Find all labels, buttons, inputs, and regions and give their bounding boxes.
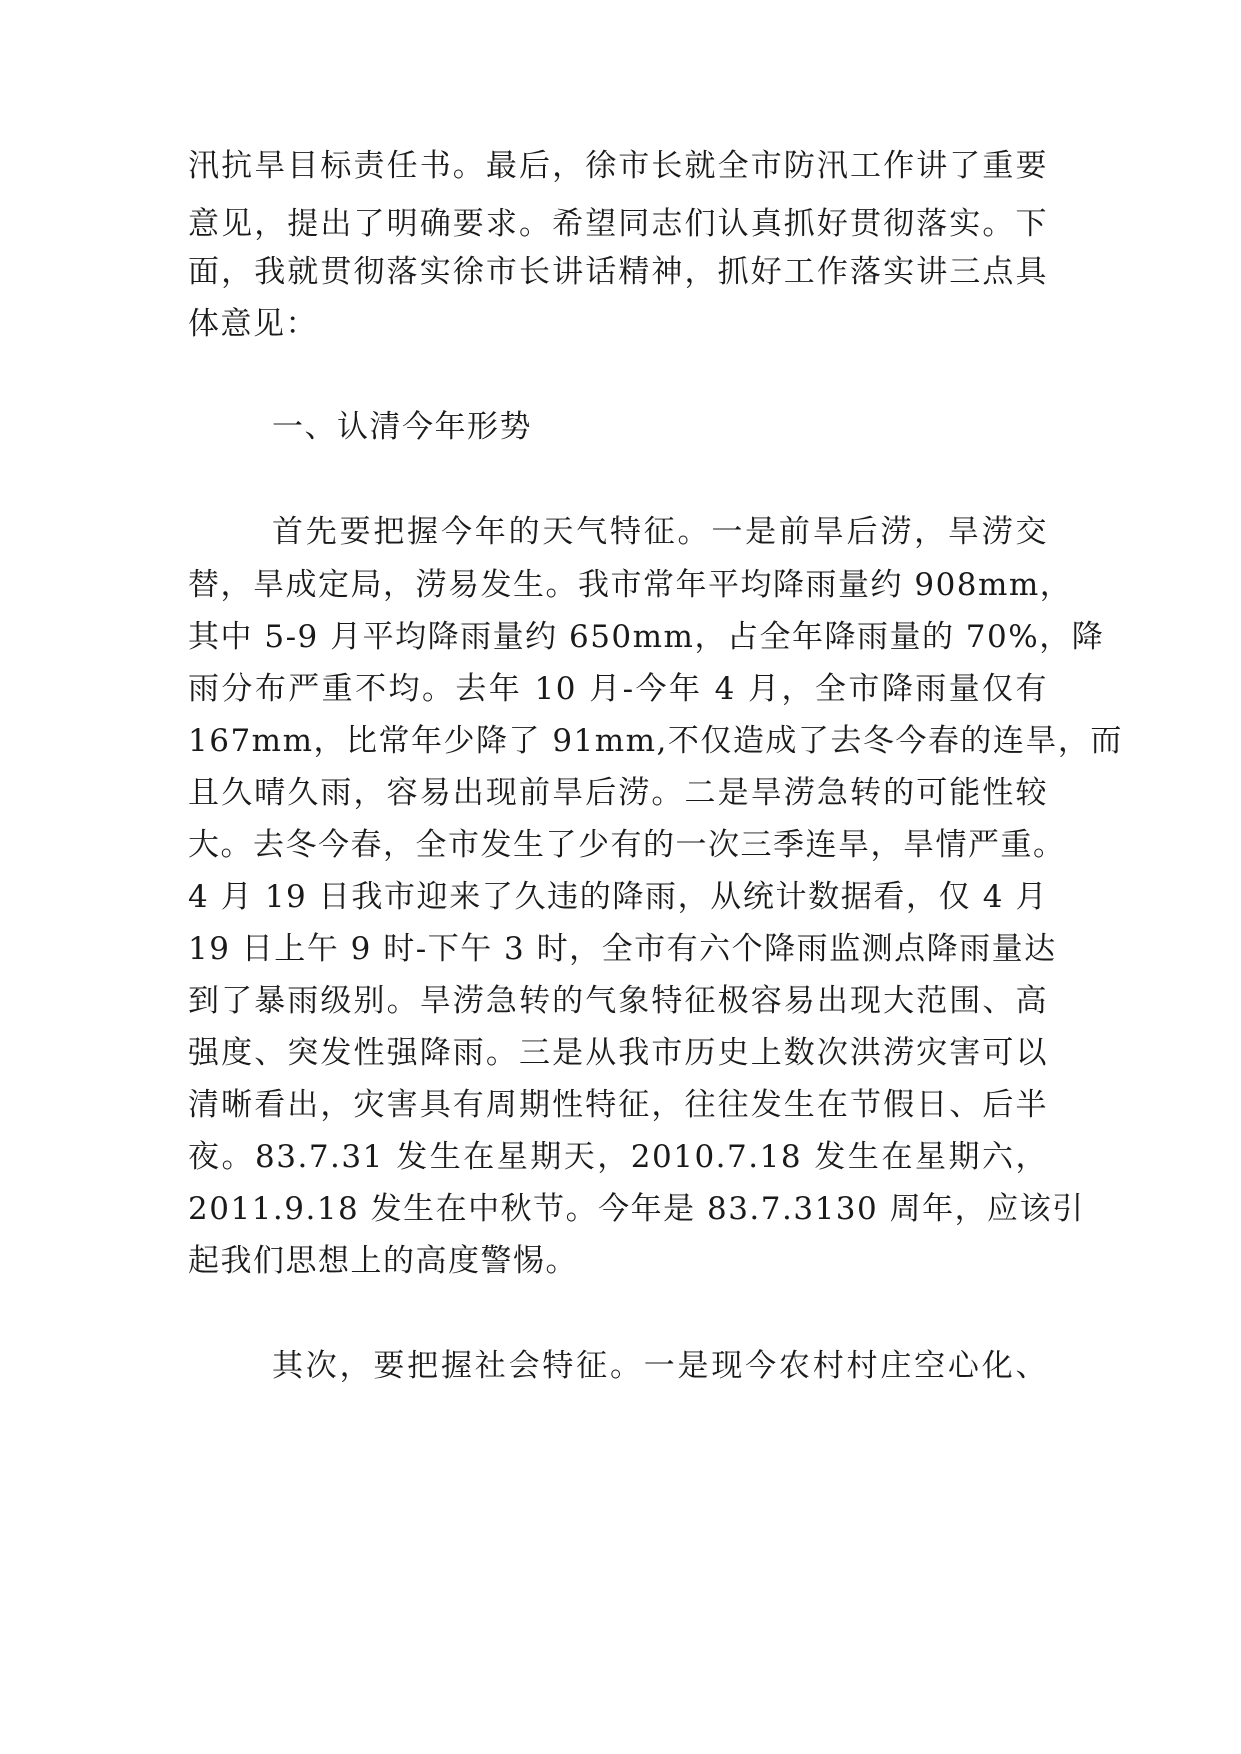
intro-line-1: 汛抗旱目标责任书。最后，徐市长就全市防汛工作讲了重要 bbox=[188, 148, 1048, 184]
para1-line-4: 雨分布严重不均。去年 10 月-今年 4 月，全市降雨量仅有 bbox=[188, 671, 1048, 707]
para1-line-11: 强度、突发性强降雨。三是从我市历史上数次洪涝灾害可以 bbox=[188, 1035, 1048, 1071]
para1-line-1: 首先要把握今年的天气特征。一是前旱后涝，旱涝交 bbox=[272, 514, 1048, 550]
intro-line-4: 体意见： bbox=[188, 306, 318, 342]
para1-line-8: 4 月 19 日我市迎来了久违的降雨，从统计数据看，仅 4 月 bbox=[188, 879, 1048, 915]
para1-line-9: 19 日上午 9 时-下午 3 时，全市有六个降雨监测点降雨量达 bbox=[188, 931, 1057, 967]
para1-line-15: 起我们思想上的高度警惕。 bbox=[188, 1243, 578, 1279]
intro-line-3: 面，我就贯彻落实徐市长讲话精神，抓好工作落实讲三点具 bbox=[188, 254, 1048, 290]
para1-line-7: 大。去冬今春，全市发生了少有的一次三季连旱，旱情严重。 bbox=[188, 827, 1066, 863]
para1-line-14: 2011.9.18 发生在中秋节。今年是 83.7.3130 周年，应该引 bbox=[188, 1191, 1085, 1227]
para1-line-6: 且久晴久雨，容易出现前旱后涝。二是旱涝急转的可能性较 bbox=[188, 775, 1048, 811]
para1-line-5: 167mm，比常年少降了 91mm,不仅造成了去冬今春的连旱，而 bbox=[188, 723, 1123, 759]
para2-line-1: 其次，要把握社会特征。一是现今农村村庄空心化、 bbox=[272, 1348, 1048, 1384]
para1-line-13: 夜。83.7.31 发生在星期天，2010.7.18 发生在星期六， bbox=[188, 1139, 1048, 1175]
para1-line-10: 到了暴雨级别。旱涝急转的气象特征极容易出现大范围、高 bbox=[188, 983, 1048, 1019]
intro-line-2: 意见，提出了明确要求。希望同志们认真抓好贯彻落实。下 bbox=[188, 206, 1048, 242]
para1-line-2: 替，旱成定局，涝易发生。我市常年平均降雨量约 908mm， bbox=[188, 567, 1073, 603]
section-heading: 一、认清今年形势 bbox=[272, 409, 532, 445]
para1-line-3: 其中 5-9 月平均降雨量约 650mm，占全年降雨量的 70%，降 bbox=[188, 619, 1105, 655]
para1-line-12: 清晰看出，灾害具有周期性特征，往往发生在节假日、后半 bbox=[188, 1087, 1048, 1123]
